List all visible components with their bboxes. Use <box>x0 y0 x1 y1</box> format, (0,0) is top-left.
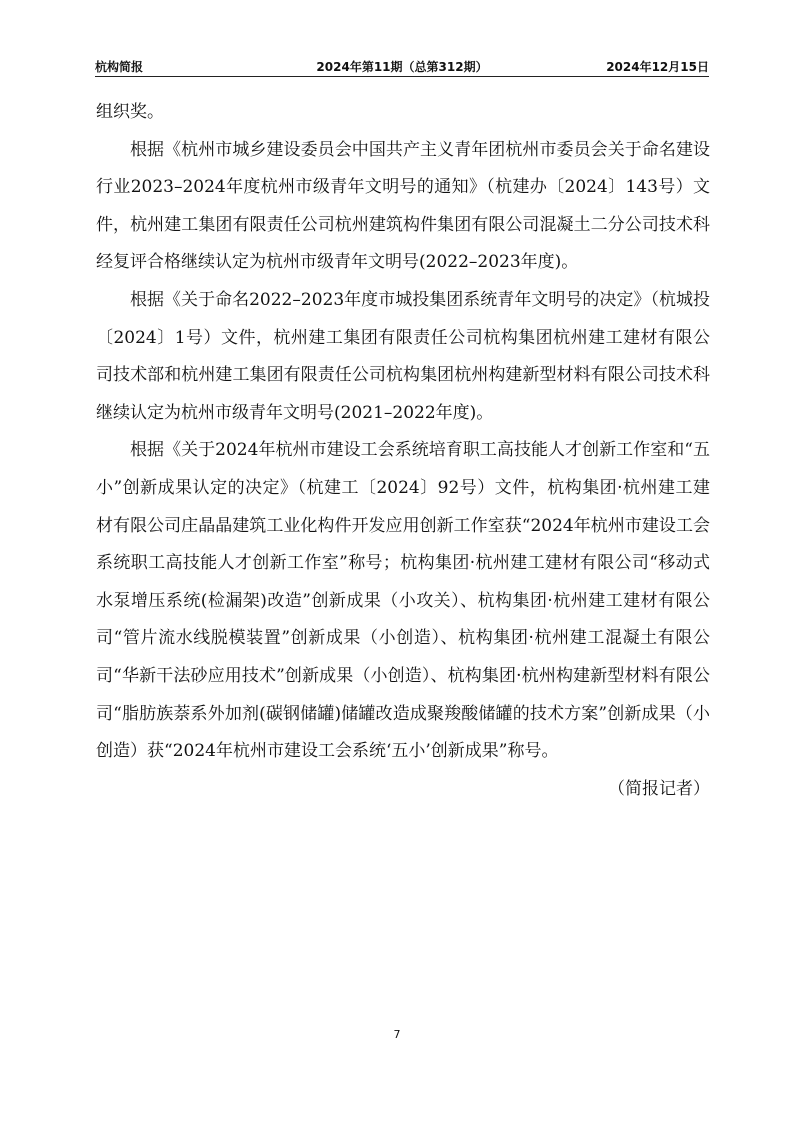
reporter-signoff: （简报记者） <box>608 778 710 799</box>
paragraph-continuation: 组织奖。 <box>96 102 164 122</box>
header-issue-number: 2024年第11期（总第312期） <box>316 60 488 74</box>
page-number: 7 <box>393 1028 401 1041</box>
paragraph-city-investment-award: 根据《关于命名2022–2023年度市城投集团系统青年文明号的决定》（杭城投〔2024〕1号）文件，杭州建工集团有限责任公司杭构集团杭州建工建材有限公司技术部和杭州建工集团有限责任公司杭构集团杭州构建新型材料有限公司技术科继续认定为杭州市级青年文明号(2021–2022年度)。 <box>96 289 710 423</box>
header-publication-name: 杭构简报 <box>95 60 144 74</box>
article-body <box>96 94 710 808</box>
header-date: 2024年12月15日 <box>606 60 709 74</box>
paragraph-youth-civilization-award: 根据《杭州市城乡建设委员会中国共产主义青年团杭州市委员会关于命名建设行业2023–2024年度杭州市级青年文明号的通知》（杭建办〔2024〕143号）文件，杭州建工集团有限责任公司杭州建筑构件集团有限公司混凝土二分公司技术科经复评合格继续认定为杭州市级青年文明号(2022–2023年度)。 <box>96 139 710 273</box>
page-header <box>95 56 709 77</box>
paragraph-innovation-studio-award: 根据《关于2024年杭州市建设工会系统培育职工高技能人才创新工作室和“五小”创新成果认定的决定》（杭建工〔2024〕92号）文件，杭构集团·杭州建工建材有限公司庄晶晶建筑工业化构件开发应用创新工作室获“2024年杭州市建设工会系统职工高技能人才创新工作室”称号；杭构集团·杭州建工建材有限公司“移动式水泵增压系统(检漏架)改造”创新成果（小攻关）、杭构集团·杭州建工建材有限公司“管片流水线脱模装置”创新成果（小创造）、杭构集团·杭州建工混凝土有限公司“华新干法砂应用技术”创新成果（小创造）、杭构集团·杭州构建新型材料有限公司“脂肪族萘系外加剂(碳钢储罐)储罐改造成聚羧酸储罐的技术方案”创新成果（小创造）获“2024年杭州市建设工会系统‘五小’创新成果”称号。 <box>96 440 710 762</box>
